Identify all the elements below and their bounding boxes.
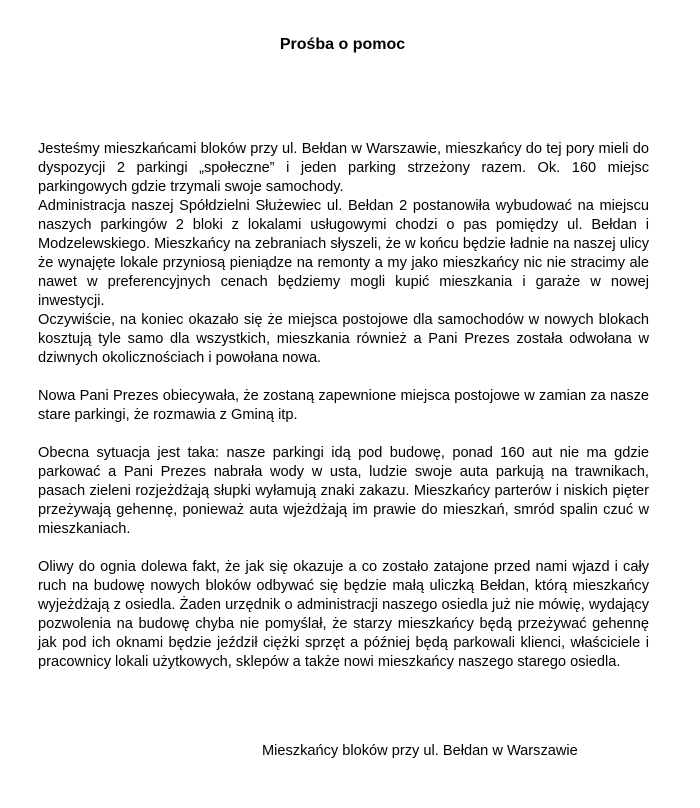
paragraph-current-situation: Obecna sytuacja jest taka: nasze parkingi idą pod budowę, ponad 160 aut nie ma gdzie parkować a Pani Prezes nabrała wody w usta, ludzie swoje auta parkują na trawnikach, pasach zieleni rozjeżdżają słupki wyłamują znaki zakazu. Mieszkańcy parterów i niskich pięter przeżywają gehennę, ponieważ auta wjeżdżają im prawie do mieszkań, smród spalin czuć w mieszkaniach. [38, 445, 649, 537]
paragraph-new-president: Nowa Pani Prezes obiecywała, że zostaną zapewnione miejsca postojowe w zamian za nasze stare parkingi, że rozmawia z Gminą itp. [38, 388, 649, 423]
paragraph-outcome: Oczywiście, na koniec okazało się że miejsca postojowe dla samochodów w nowych blokach kosztują tyle samo dla wszystkich, mieszkania również a Pani Prezes została odwołana w dziwnych okolicznościach i powołana nowa. [38, 312, 649, 366]
letter-body [38, 140, 649, 672]
letter-signature: Mieszkańcy bloków przy ul. Bełdan w Warszawie [262, 743, 578, 759]
paragraph-construction-traffic: Oliwy do ognia dolewa fakt, że jak się okazuje a co zostało zatajone przed nami wjazd i cały ruch na budowę nowych bloków odbywać się będzie małą uliczką Bełdan, którą mieszkańcy wyjeżdżają z osiedla. Żaden urzędnik o administracji naszego osiedla już nie mówię, wydający pozwolenia na budowę chyba nie pomyślał, że starzy mieszkańcy będą przeżywać gehennę jak pod ich oknami będzie jeździł ciężki sprzęt a później będą parkowali klienci, właściciele i pracownicy lokali użytkowych, sklepów a także nowi mieszkańcy naszego starego osiedla. [38, 559, 649, 670]
letter-title: Prośba o pomoc [279, 36, 406, 53]
paragraph-intro: Jesteśmy mieszkańcami bloków przy ul. Bełdan w Warszawie, mieszkańcy do tej pory mieli do dyspozycji 2 parkingi „społeczne” i jeden parking strzeżony razem. Ok. 160 miejsc parkingowych gdzie trzymali swoje samochody. [38, 141, 649, 195]
paragraph-administration: Administracja naszej Spółdzielni Służewiec ul. Bełdan 2 postanowiła wybudować na miejscu naszych parkingów 2 bloki z lokalami usługowymi chodzi o pas pomiędzy ul. Bełdan i Modzelewskiego. Mieszkańcy na zebraniach słyszeli, że w końcu będzie ładnie na naszej ulicy że wynajęte lokale przyniosą pieniądze na remonty a my jako mieszkańcy nic nie stracimy ale nawet w preferencyjnych cenach będziemy mogli kupić mieszkania i garaże w nowej inwestycji. [38, 198, 649, 309]
